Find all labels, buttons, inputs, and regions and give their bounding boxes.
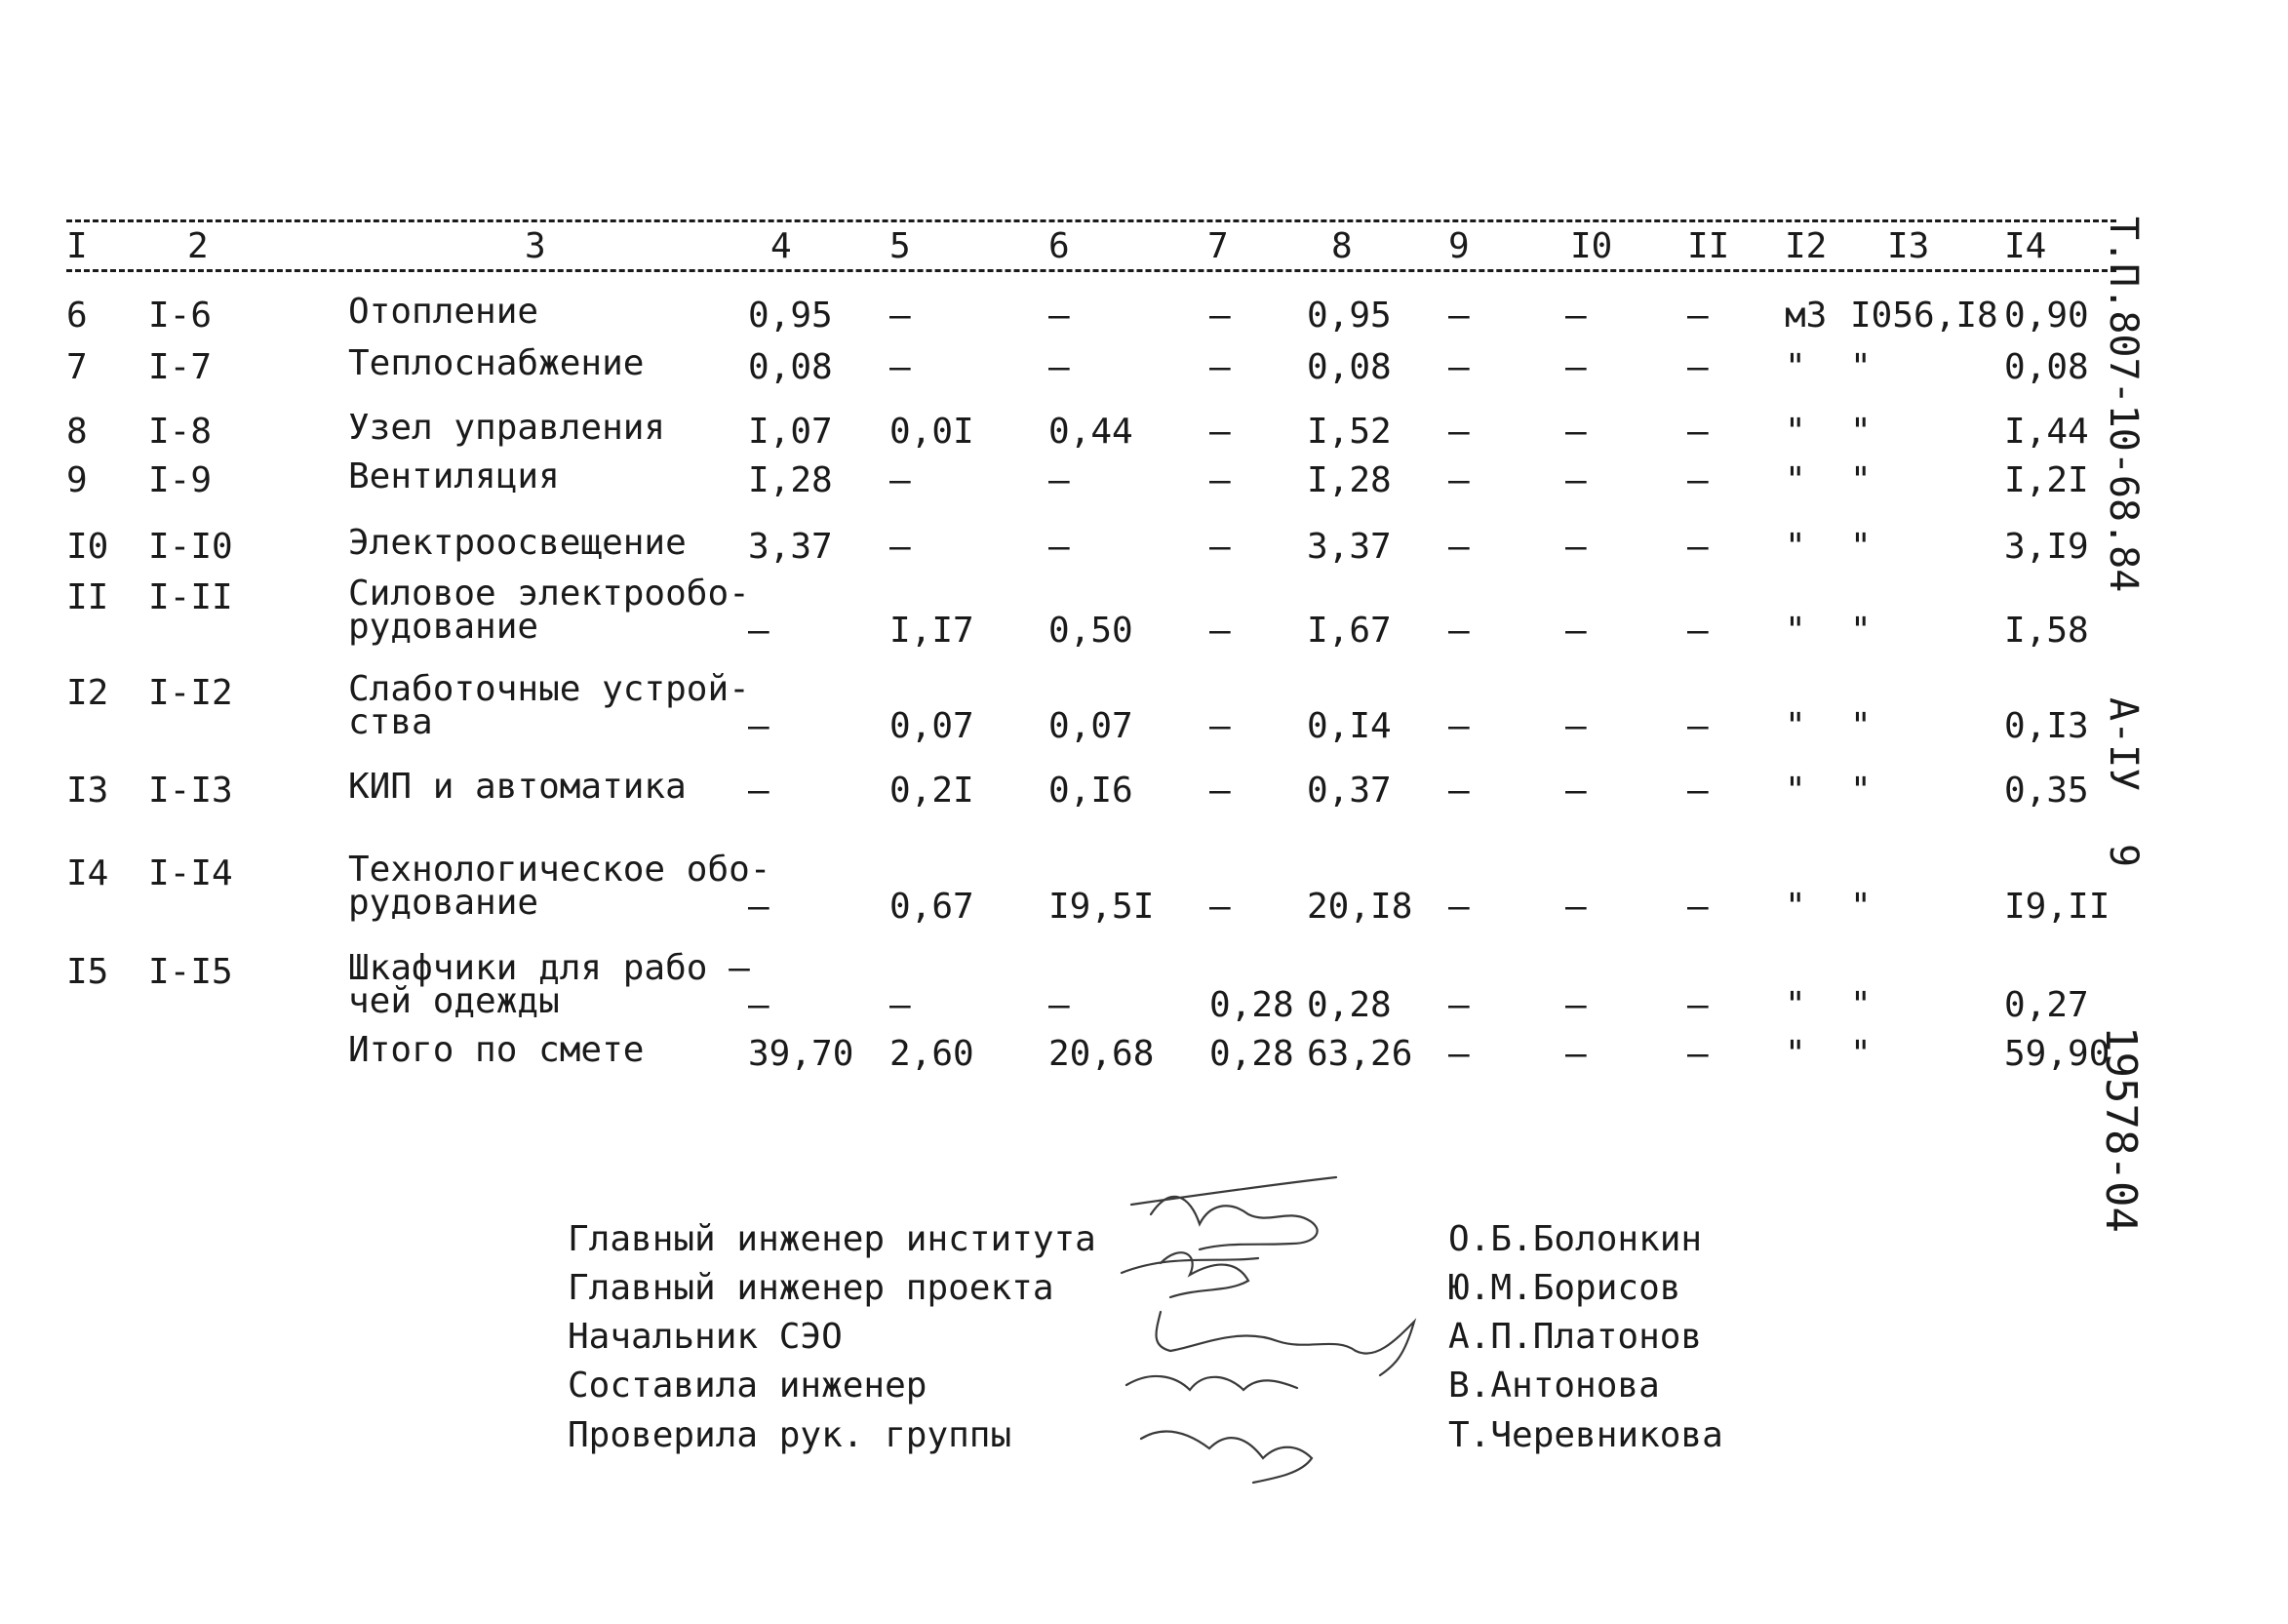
cell-col-4: – bbox=[748, 611, 769, 651]
estimate-number: I-I4 bbox=[148, 853, 233, 893]
cell-col-7: – bbox=[1209, 527, 1231, 567]
cell-col-9: – bbox=[1448, 347, 1470, 387]
cell-col-11: – bbox=[1687, 296, 1709, 336]
work-name bbox=[348, 1030, 645, 1070]
cell-col-14: 59,90 bbox=[2004, 1034, 2110, 1074]
estimate-number: I-I3 bbox=[148, 771, 233, 811]
estimate-number: I-7 bbox=[148, 347, 213, 387]
cell-col-10: – bbox=[1565, 527, 1587, 567]
estimate-number: I-8 bbox=[148, 412, 213, 452]
cell-col-9: – bbox=[1448, 985, 1470, 1025]
cell-col-5: – bbox=[889, 296, 911, 336]
signatory-name: О.Б.Болонкин bbox=[1448, 1219, 1703, 1259]
row-number: I0 bbox=[66, 527, 109, 567]
signatory-role: Начальник СЭО bbox=[568, 1317, 843, 1357]
cell-col-6: – bbox=[1048, 460, 1070, 500]
margin-inventory-number: 19578-04 bbox=[2096, 1026, 2146, 1233]
header-top-dashed-rule bbox=[66, 219, 2116, 222]
cell-col-12: " bbox=[1785, 706, 1806, 746]
cell-col-8: 63,26 bbox=[1307, 1034, 1413, 1074]
cell-col-5: 2,60 bbox=[889, 1034, 974, 1074]
cell-col-11: – bbox=[1687, 412, 1709, 452]
cell-col-6: I9,5I bbox=[1048, 887, 1155, 927]
cell-col-12: " bbox=[1785, 611, 1806, 651]
work-name bbox=[348, 850, 771, 923]
cell-col-9: – bbox=[1448, 611, 1470, 651]
cell-col-6: 20,68 bbox=[1048, 1034, 1155, 1074]
cell-col-13: " bbox=[1850, 706, 1872, 746]
work-name-line: Шкафчики для рабо – bbox=[348, 948, 750, 988]
work-name-line: Электроосвещение bbox=[348, 523, 687, 563]
cell-col-14: I,2I bbox=[2004, 460, 2089, 500]
cell-col-8: I,52 bbox=[1307, 412, 1392, 452]
work-name-line: Теплоснабжение bbox=[348, 343, 645, 383]
cell-col-8: 0,37 bbox=[1307, 771, 1392, 811]
margin-album-number: А-IУ bbox=[2101, 697, 2146, 792]
cell-col-7: – bbox=[1209, 706, 1231, 746]
cell-col-10: – bbox=[1565, 771, 1587, 811]
cell-col-11: – bbox=[1687, 1034, 1709, 1074]
work-name-line: КИП и автоматика bbox=[348, 767, 687, 807]
cell-col-6: 0,50 bbox=[1048, 611, 1133, 651]
cell-col-14: 0,I3 bbox=[2004, 706, 2089, 746]
cell-col-13: " bbox=[1850, 887, 1872, 927]
cell-col-7: – bbox=[1209, 412, 1231, 452]
cell-col-14: I9,II bbox=[2004, 887, 2110, 927]
cell-col-10: – bbox=[1565, 887, 1587, 927]
cell-col-6: – bbox=[1048, 527, 1070, 567]
cell-col-8: I,67 bbox=[1307, 611, 1392, 651]
row-number: I5 bbox=[66, 952, 109, 992]
cell-col-8: 0,I4 bbox=[1307, 706, 1392, 746]
column-header-8: 8 bbox=[1331, 226, 1353, 266]
cell-col-4: I,07 bbox=[748, 412, 833, 452]
cell-col-14: I,58 bbox=[2004, 611, 2089, 651]
cell-col-6: 0,44 bbox=[1048, 412, 1133, 452]
column-header-11: II bbox=[1687, 226, 1730, 266]
work-name bbox=[348, 767, 687, 807]
work-name-line: ства bbox=[348, 702, 433, 742]
signatory-role: Главный инженер института bbox=[568, 1219, 1096, 1259]
cell-col-12: " bbox=[1785, 1034, 1806, 1074]
cell-col-14: 0,08 bbox=[2004, 347, 2089, 387]
cell-col-12: м3 bbox=[1785, 296, 1828, 336]
cell-col-8: 20,I8 bbox=[1307, 887, 1413, 927]
cell-col-13: " bbox=[1850, 347, 1872, 387]
work-name-line: чей одежды bbox=[348, 981, 560, 1021]
cell-col-4: – bbox=[748, 985, 769, 1025]
cell-col-5: 0,07 bbox=[889, 706, 974, 746]
cell-col-8: 0,08 bbox=[1307, 347, 1392, 387]
work-name bbox=[348, 669, 750, 742]
cell-col-13: " bbox=[1850, 985, 1872, 1025]
cell-col-10: – bbox=[1565, 706, 1587, 746]
cell-col-14: 0,27 bbox=[2004, 985, 2089, 1025]
cell-col-10: – bbox=[1565, 985, 1587, 1025]
cell-col-4: – bbox=[748, 706, 769, 746]
estimate-number: I-I5 bbox=[148, 952, 233, 992]
column-header-3: 3 bbox=[525, 226, 546, 266]
cell-col-13: " bbox=[1850, 527, 1872, 567]
cell-col-6: 0,07 bbox=[1048, 706, 1133, 746]
cell-col-14: I,44 bbox=[2004, 412, 2089, 452]
cell-col-8: I,28 bbox=[1307, 460, 1392, 500]
cell-col-11: – bbox=[1687, 611, 1709, 651]
cell-col-9: – bbox=[1448, 771, 1470, 811]
cell-col-11: – bbox=[1687, 887, 1709, 927]
cell-col-12: " bbox=[1785, 412, 1806, 452]
margin-document-code: Т.П.807-10-68.84 bbox=[2101, 217, 2146, 593]
cell-col-12: " bbox=[1785, 985, 1806, 1025]
signatory-name: Ю.М.Борисов bbox=[1448, 1268, 1681, 1308]
cell-col-14: 3,I9 bbox=[2004, 527, 2089, 567]
cell-col-13: " bbox=[1850, 412, 1872, 452]
cell-col-11: – bbox=[1687, 985, 1709, 1025]
cell-col-9: – bbox=[1448, 412, 1470, 452]
signatory-role: Составила инженер bbox=[568, 1366, 927, 1406]
column-header-1: I bbox=[66, 226, 88, 266]
cell-col-11: – bbox=[1687, 771, 1709, 811]
row-number: I3 bbox=[66, 771, 109, 811]
cell-col-11: – bbox=[1687, 347, 1709, 387]
cell-col-8: 3,37 bbox=[1307, 527, 1392, 567]
signatory-name: В.Антонова bbox=[1448, 1366, 1660, 1406]
work-name bbox=[348, 343, 645, 383]
work-name bbox=[348, 292, 539, 332]
cell-col-12: " bbox=[1785, 460, 1806, 500]
cell-col-9: – bbox=[1448, 706, 1470, 746]
cell-col-7: – bbox=[1209, 460, 1231, 500]
estimate-number: I-II bbox=[148, 577, 233, 617]
work-name-line: рудование bbox=[348, 607, 539, 647]
signatory-role: Проверила рук. группы bbox=[568, 1415, 1012, 1455]
cell-col-13: I056,I8 bbox=[1850, 296, 1998, 336]
cell-col-7: – bbox=[1209, 296, 1231, 336]
signatory-role: Главный инженер проекта bbox=[568, 1268, 1054, 1308]
cell-col-10: – bbox=[1565, 460, 1587, 500]
estimate-number: I-I0 bbox=[148, 527, 233, 567]
cell-col-13: " bbox=[1850, 1034, 1872, 1074]
column-header-12: I2 bbox=[1785, 226, 1828, 266]
work-name bbox=[348, 574, 750, 647]
cell-col-6: – bbox=[1048, 296, 1070, 336]
estimate-number: I-9 bbox=[148, 460, 213, 500]
row-number: 7 bbox=[66, 347, 88, 387]
cell-col-5: 0,2I bbox=[889, 771, 974, 811]
work-name-line: Итого по смете bbox=[348, 1030, 645, 1070]
column-header-10: I0 bbox=[1570, 226, 1613, 266]
column-header-2: 2 bbox=[187, 226, 209, 266]
cell-col-8: 0,95 bbox=[1307, 296, 1392, 336]
column-header-5: 5 bbox=[889, 226, 911, 266]
cell-col-4: 0,08 bbox=[748, 347, 833, 387]
cell-col-12: " bbox=[1785, 771, 1806, 811]
estimate-number: I-6 bbox=[148, 296, 213, 336]
cell-col-7: 0,28 bbox=[1209, 1034, 1294, 1074]
column-header-4: 4 bbox=[770, 226, 792, 266]
row-number: I2 bbox=[66, 673, 109, 713]
cell-col-10: – bbox=[1565, 347, 1587, 387]
row-number: I4 bbox=[66, 853, 109, 893]
cell-col-8: 0,28 bbox=[1307, 985, 1392, 1025]
work-name-line: Слаботочные устрой- bbox=[348, 669, 750, 709]
cell-col-4: – bbox=[748, 771, 769, 811]
cell-col-9: – bbox=[1448, 296, 1470, 336]
cell-col-7: – bbox=[1209, 771, 1231, 811]
row-number: 9 bbox=[66, 460, 88, 500]
cell-col-4: I,28 bbox=[748, 460, 833, 500]
handwritten-signatures bbox=[1083, 1166, 1434, 1487]
cell-col-5: – bbox=[889, 347, 911, 387]
cell-col-11: – bbox=[1687, 460, 1709, 500]
cell-col-7: 0,28 bbox=[1209, 985, 1294, 1025]
work-name bbox=[348, 948, 750, 1021]
work-name-line: Отопление bbox=[348, 292, 539, 332]
work-name bbox=[348, 408, 666, 448]
cell-col-12: " bbox=[1785, 887, 1806, 927]
cell-col-5: – bbox=[889, 460, 911, 500]
cell-col-14: 0,35 bbox=[2004, 771, 2089, 811]
cell-col-4: 0,95 bbox=[748, 296, 833, 336]
cell-col-12: " bbox=[1785, 527, 1806, 567]
work-name bbox=[348, 523, 687, 563]
cell-col-11: – bbox=[1687, 527, 1709, 567]
cell-col-5: – bbox=[889, 527, 911, 567]
cell-col-4: 39,70 bbox=[748, 1034, 854, 1074]
signatory-name: А.П.Платонов bbox=[1448, 1317, 1703, 1357]
cell-col-12: " bbox=[1785, 347, 1806, 387]
cell-col-10: – bbox=[1565, 412, 1587, 452]
cell-col-11: – bbox=[1687, 706, 1709, 746]
cell-col-10: – bbox=[1565, 296, 1587, 336]
row-number: II bbox=[66, 577, 109, 617]
cell-col-9: – bbox=[1448, 527, 1470, 567]
cell-col-10: – bbox=[1565, 1034, 1587, 1074]
cell-col-9: – bbox=[1448, 1034, 1470, 1074]
work-name-line: Вентиляция bbox=[348, 456, 560, 496]
cell-col-6: – bbox=[1048, 985, 1070, 1025]
row-number: 6 bbox=[66, 296, 88, 336]
cell-col-4: 3,37 bbox=[748, 527, 833, 567]
cell-col-13: " bbox=[1850, 460, 1872, 500]
cell-col-9: – bbox=[1448, 460, 1470, 500]
column-header-9: 9 bbox=[1448, 226, 1470, 266]
work-name-line: Узел управления bbox=[348, 408, 666, 448]
cell-col-13: " bbox=[1850, 611, 1872, 651]
cell-col-5: 0,67 bbox=[889, 887, 974, 927]
cell-col-5: I,I7 bbox=[889, 611, 974, 651]
cell-col-7: – bbox=[1209, 887, 1231, 927]
cell-col-7: – bbox=[1209, 347, 1231, 387]
cell-col-4: – bbox=[748, 887, 769, 927]
cell-col-14: 0,90 bbox=[2004, 296, 2089, 336]
work-name bbox=[348, 456, 560, 496]
column-header-13: I3 bbox=[1887, 226, 1930, 266]
cell-col-9: – bbox=[1448, 887, 1470, 927]
work-name-line: Технологическое обо- bbox=[348, 850, 771, 890]
cell-col-6: – bbox=[1048, 347, 1070, 387]
cell-col-6: 0,I6 bbox=[1048, 771, 1133, 811]
header-bottom-dashed-rule bbox=[66, 269, 2116, 272]
column-header-6: 6 bbox=[1048, 226, 1070, 266]
cell-col-7: – bbox=[1209, 611, 1231, 651]
cell-col-10: – bbox=[1565, 611, 1587, 651]
work-name-line: рудование bbox=[348, 883, 539, 923]
cell-col-5: 0,0I bbox=[889, 412, 974, 452]
column-header-14: I4 bbox=[2004, 226, 2047, 266]
column-header-7: 7 bbox=[1207, 226, 1229, 266]
signatory-name: Т.Черевникова bbox=[1448, 1415, 1723, 1455]
row-number: 8 bbox=[66, 412, 88, 452]
estimate-number: I-I2 bbox=[148, 673, 233, 713]
cell-col-5: – bbox=[889, 985, 911, 1025]
cell-col-13: " bbox=[1850, 771, 1872, 811]
margin-sheet-number: 9 bbox=[2101, 844, 2146, 868]
work-name-line: Силовое электрообо- bbox=[348, 574, 750, 614]
